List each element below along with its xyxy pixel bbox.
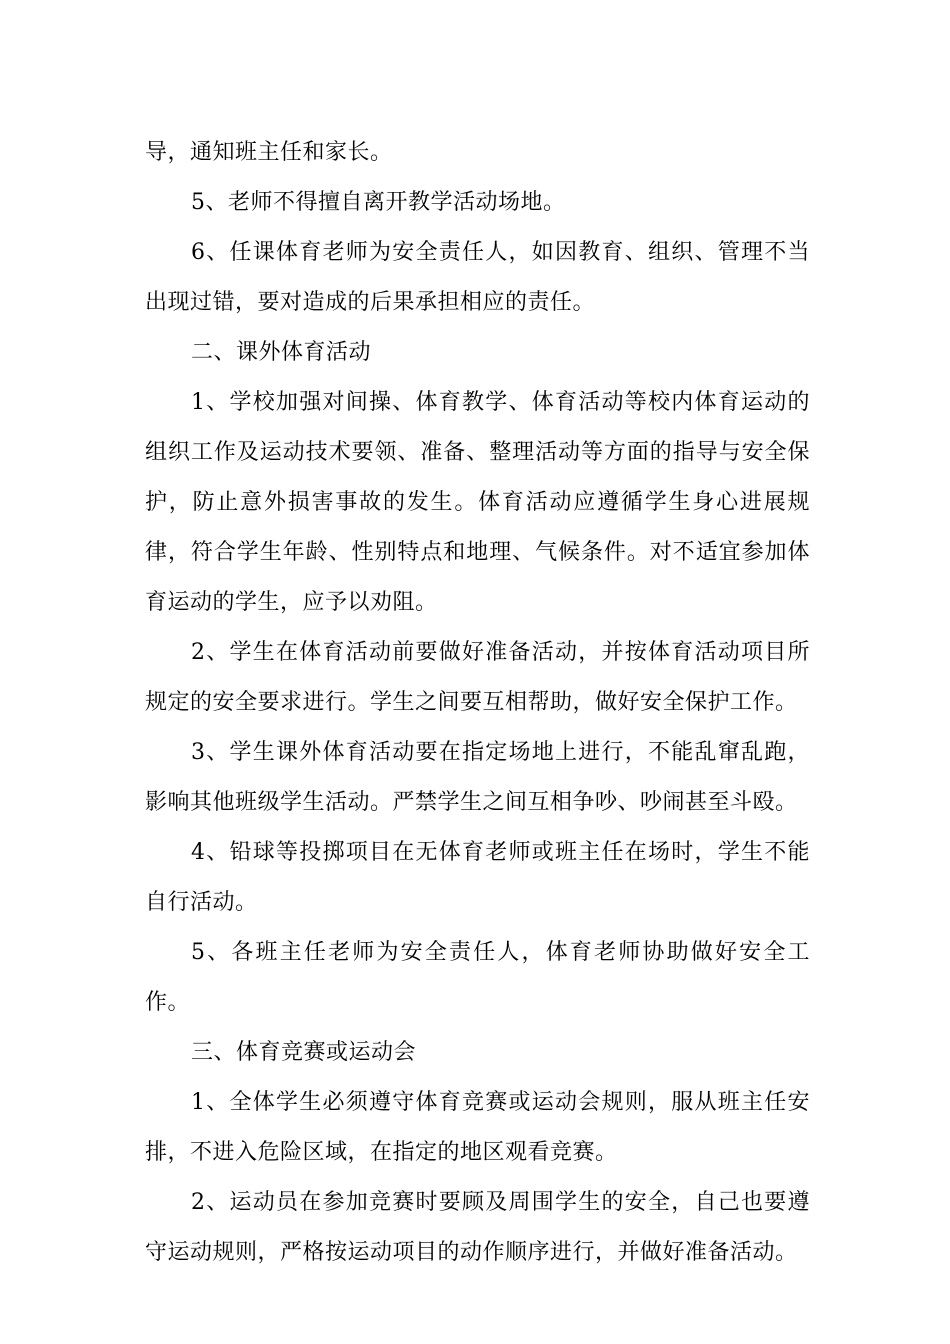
paragraph-item-5: 5、老师不得擅自离开教学活动场地。: [191, 190, 566, 215]
paragraph-section2-item-4: 4、铅球等投掷项目在无体育老师或班主任在场时，学生不能自行活动。: [145, 840, 810, 915]
paragraph-continuation: 导，通知班主任和家长。: [145, 140, 393, 165]
paragraph-section2-item-1: 1、学校加强对间操、体育教学、体育活动等校内体育运动的组织工作及运动技术要领、准备、整理活动等方面的指导与安全保护，防止意外损害事故的发生。体育活动应遵循学生身心进展规律，符合学生年龄、性别特点和地理、气候条件。对不适宜参加体育运动的学生，应予以劝阻。: [145, 390, 810, 615]
section-heading-2: 二、课外体育活动: [191, 340, 372, 365]
paragraph-item-6: 6、任课体育老师为安全责任人，如因教育、组织、管理不当出现过错，要对造成的后果承担相应的责任。: [145, 240, 810, 315]
paragraph-section2-item-2: 2、学生在体育活动前要做好准备活动，并按体育活动项目所规定的安全要求进行。学生之间要互相帮助，做好安全保护工作。: [145, 640, 810, 715]
document-body: [145, 128, 810, 1278]
paragraph-section2-item-3: 3、学生课外体育活动要在指定场地上进行，不能乱窜乱跑，影响其他班级学生活动。严禁学生之间互相争吵、吵闹甚至斗殴。: [145, 740, 810, 815]
paragraph-section3-item-2: 2、运动员在参加竞赛时要顾及周围学生的安全，自己也要遵守运动规则，严格按运动项目的动作顺序进行，并做好准备活动。: [145, 1190, 810, 1265]
paragraph-section3-item-1: 1、全体学生必须遵守体育竞赛或运动会规则，服从班主任安排，不进入危险区域，在指定的地区观看竞赛。: [145, 1090, 810, 1165]
paragraph-section2-item-5: 5、各班主任老师为安全责任人，体育老师协助做好安全工作。: [145, 940, 810, 1015]
section-heading-3: 三、体育竞赛或运动会: [191, 1040, 417, 1065]
